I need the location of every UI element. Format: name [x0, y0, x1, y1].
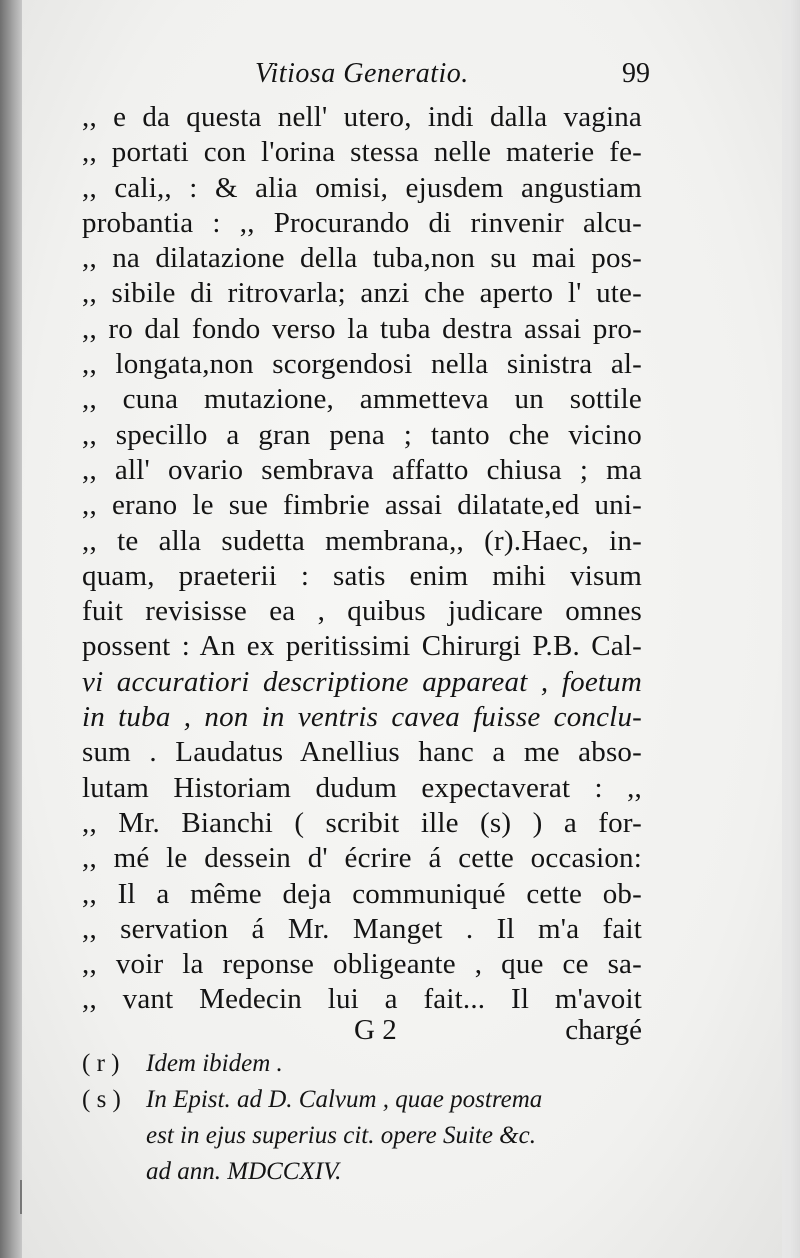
- footnotes: [82, 1046, 642, 1190]
- footnote-r: [82, 1046, 642, 1082]
- text-line: sum . Laudatus Anellius hanc a me abso-: [82, 736, 642, 769]
- footnote-s: [82, 1082, 642, 1118]
- footnote-mark: ( s ): [82, 1086, 121, 1113]
- text-line: ,, sibile di ritrovarla; anzi che aperto l' ute-: [82, 277, 642, 310]
- text-line: ,, vant Medecin lui a fait... Il m'avoit: [82, 983, 642, 1016]
- footnote-continuation: [82, 1118, 642, 1154]
- text-line: vi accuratiori descriptione appareat , foetum: [82, 665, 642, 698]
- footnote-mark: ( r ): [82, 1050, 120, 1077]
- footnote-text: Idem ibidem .: [146, 1050, 283, 1077]
- page-edge-mark: [20, 1180, 22, 1214]
- text-line: ,, servation á Mr. Manget . Il m'a fait: [82, 912, 642, 945]
- text-line: ,, Mr. Bianchi ( scribit ille (s) ) a for-: [82, 806, 642, 839]
- text-line: ,, voir la reponse obligeante , que ce sa-: [82, 948, 642, 981]
- catchword: chargé: [565, 1014, 642, 1046]
- footnote-text: est in ejus superius cit. opere Suite &c.: [146, 1122, 536, 1149]
- text-line: ,, cuna mutazione, ammetteva un sottile: [82, 383, 642, 416]
- text-line: ,, specillo a gran pena ; tanto che vicino: [82, 418, 642, 451]
- text-line: ,, te alla sudetta membrana,, (r).Haec, in-: [82, 524, 642, 557]
- text-line: ,, portati con l'orina stessa nelle materie fe-: [82, 136, 642, 169]
- text-line: ,, e da questa nell' utero, indi dalla vagina: [82, 101, 642, 133]
- running-head: Vitiosa Generatio.: [255, 58, 469, 89]
- text-line: ,, erano le sue fimbrie assai dilatate,ed uni-: [82, 489, 642, 522]
- signature-mark: G 2: [354, 1014, 397, 1046]
- text-line: in tuba , non in ventris cavea fuisse conclu-: [82, 701, 642, 734]
- page-header: [90, 58, 650, 98]
- text-line: ,, mé le dessein d' écrire á cette occasion:: [82, 842, 642, 875]
- footnote-text: In Epist. ad D. Calvum , quae postrema: [146, 1086, 543, 1113]
- main-text: [82, 100, 642, 1018]
- text-line: ,, ro dal fondo verso la tuba destra assai pro-: [82, 312, 642, 345]
- text-line: lutam Historiam dudum expectaverat : ,,: [82, 771, 642, 804]
- page-number: 99: [622, 58, 650, 89]
- text-line: probantia : ,, Procurando di rinvenir alcu-: [82, 206, 642, 239]
- text-line: ,, all' ovario sembrava affatto chiusa ; ma: [82, 453, 642, 486]
- text-line: quam, praeterii : satis enim mihi visum: [82, 559, 642, 592]
- show-through-text: [754, 650, 800, 830]
- page-foot-line: [82, 1012, 642, 1048]
- text-line: ,, Il a même deja communiqué cette ob-: [82, 877, 642, 910]
- text-line: fuit revisisse ea , quibus judicare omnes: [82, 595, 642, 628]
- text-line: possent : An ex peritissimi Chirurgi P.B. Cal-: [82, 630, 642, 663]
- text-line: ,, na dilatazione della tuba,non su mai pos-: [82, 242, 642, 275]
- footnote-continuation: [82, 1154, 642, 1190]
- text-line: ,, cali,, : & alia omisi, ejusdem angustiam: [82, 171, 642, 204]
- footnote-text: ad ann. MDCCXIV.: [146, 1158, 342, 1185]
- text-line: ,, longata,non scorgendosi nella sinistra al-: [82, 348, 642, 381]
